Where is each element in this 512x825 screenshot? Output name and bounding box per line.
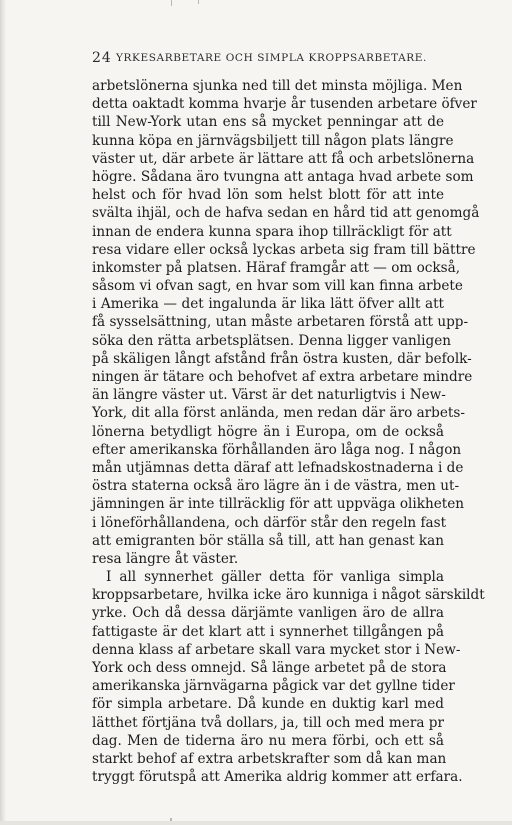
text-line: söka den rätta arbetsplätsen. Denna ligger vanligen [92, 332, 451, 349]
scan-speck-top [171, 0, 172, 6]
text-line: till New-York utan ens så mycket penningar att de [92, 114, 444, 131]
text-line: lätthet förtjäna två dollars, ja, till och med mera pr [92, 714, 444, 731]
text-line: tryggt förutspå att Amerika aldrig kommer att erfara. [92, 769, 463, 786]
text-line: inkomster på platsen. Häraf framgår att — om också, [92, 259, 461, 276]
text-line: York, dit alla först anlända, men redan där äro arbets- [92, 405, 465, 422]
text-line: såsom vi ofvan sagt, en hvar som vill kan finna arbete [92, 278, 463, 295]
text-line: yrke. Och då dessa därjämte vanligen äro de allra [92, 605, 444, 622]
text-line: detta oaktadt komma hvarje år tusenden arbetare öfver [92, 96, 477, 113]
text-line: innan de endera kunna spara ihop tillräckligt för att [92, 223, 452, 240]
text-line: starkt behof af extra arbetskrafter som då kan man [92, 750, 447, 767]
text-line: svälta ihjäl, och de hafva sedan en hård tid att genomgå [92, 205, 480, 222]
paragraph-1 [92, 77, 480, 568]
text-line: lönerna betydligt högre än i Europa, om de också [92, 423, 444, 440]
body-text [92, 77, 485, 786]
text-line: I all synnerhet gäller detta för vanliga simpla [106, 569, 444, 586]
text-line: kroppsarbetare, hvilka icke äro kunniga i något särskildt [92, 587, 485, 604]
text-line: York och dess omnejd. Så länge arbetet på de stora [92, 660, 447, 676]
scan-shadow-bottom [0, 821, 512, 825]
running-header [92, 50, 452, 68]
text-line: jämningen är inte tillräcklig för att uppväga olikheten [92, 496, 465, 513]
running-title: YRKESARBETARE OCH SIMPLA KROPPSARBETARE. [116, 52, 427, 64]
text-line: på skäligen långt afstånd från östra kusten, där befolk- [92, 350, 472, 367]
page-number: 24 [92, 50, 112, 66]
text-line: resa vidare eller också lyckas arbeta sig fram till bättre [92, 241, 476, 258]
text-line: i Amerika — det ingalunda är lika lätt öfver allt att [92, 296, 444, 313]
text-line: kunna köpa en järnvägsbiljett till någon plats längre [92, 132, 454, 149]
text-line: ningen är tätare och behofvet af extra arbetare mindre [92, 369, 473, 385]
text-line: helst och för hvad lön som helst blott för att inte [92, 187, 444, 204]
text-line: fattigaste är det klart att i synnerhet tillgången på [92, 623, 444, 640]
text-line: mån utjämnas detta däraf att lefnadskostnaderna i de [92, 459, 464, 476]
text-line: för simpla arbetare. Då kunde en duktig karl med [92, 696, 444, 713]
text-line: efter amerikanska förhållanden äro låga nog. I någon [92, 441, 462, 458]
text-line: arbetslönerna sjunka ned till det minsta möjliga. Men [92, 78, 463, 94]
text-line: att emigranten bör ställa så till, att han genast kan [92, 532, 444, 549]
text-line: resa längre åt väster. [92, 550, 239, 567]
text-line: denna klass af arbetare skall vara mycket stor i New- [92, 641, 461, 658]
text-line: få sysselsättning, utan måste arbetaren förstå att upp- [92, 314, 469, 331]
text-line: än längre väster ut. Värst är det naturligtvis i New- [92, 387, 446, 404]
paragraph-2 [92, 568, 485, 786]
text-line: dag. Men de tiderna äro nu mera förbi, och ett så [92, 732, 444, 749]
scan-speck-top-right [198, 0, 199, 4]
text-line: amerikanska järnvägarna pågick var det gyllne tider [92, 678, 455, 695]
text-line: väster ut, där arbete är lättare att få och arbetslönerna [92, 150, 475, 167]
text-line: östra staterna också äro lägre än i de västra, men ut- [92, 478, 460, 495]
text-line: högre. Sådana äro tvungna att antaga hvad arbete som [92, 168, 474, 185]
scan-shadow-left [0, 0, 6, 825]
text-line: i löneförhållandena, och därför står den regeln fast [92, 514, 447, 531]
